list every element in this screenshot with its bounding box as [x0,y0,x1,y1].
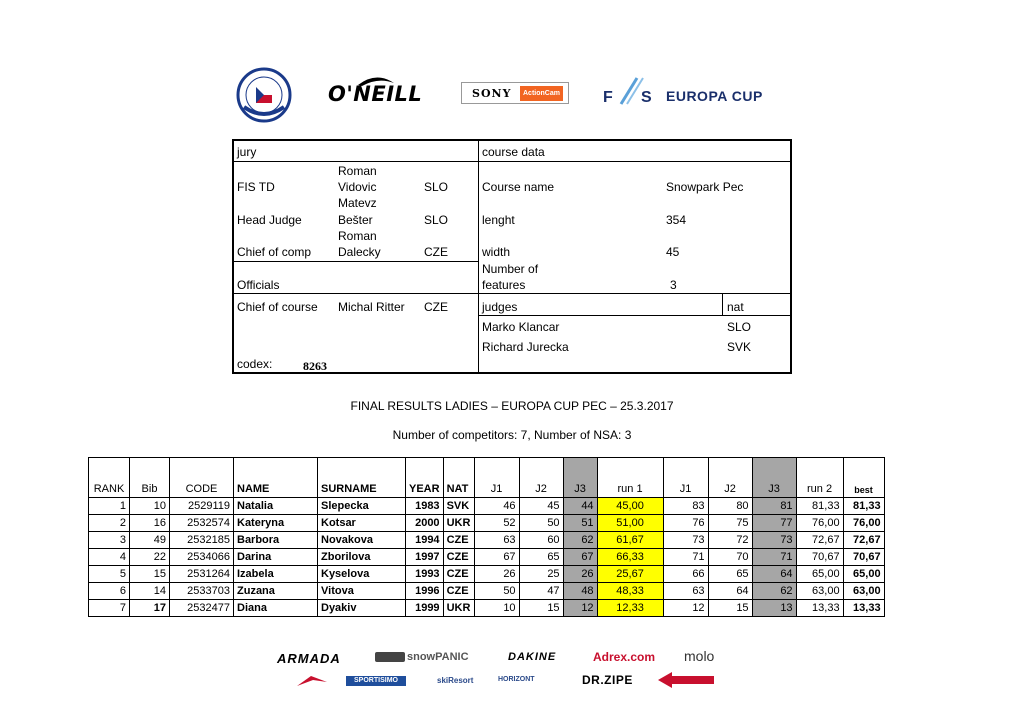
judge2-nat: SVK [727,340,752,354]
cell-name: Zuzana [234,583,318,600]
cell-run1-score: 12,33 [597,600,663,617]
competitors-summary: Number of competitors: 7, Number of NSA: 3 [392,428,632,442]
chief-course-label: Chief of course [237,300,318,314]
cell-best: 63,00 [843,583,884,600]
snowpanic-logo: snowPANIC [407,651,469,663]
table-header-row [89,458,885,498]
cell-run1-j2: 47 [519,583,563,600]
cell-nat: SVK [443,498,474,515]
cell-run1-score: 45,00 [597,498,663,515]
horizont-logo: HORIZONT [498,676,535,683]
length-label: lenght [482,213,515,227]
cell-code: 2534066 [170,549,234,566]
cell-rank: 3 [89,532,130,549]
cell-rank: 4 [89,549,130,566]
cell-nat: CZE [443,583,474,600]
features-label-line2: features [482,278,526,292]
cell-code: 2532477 [170,600,234,617]
header-code: CODE [170,458,234,498]
cell-run1-score: 48,33 [597,583,663,600]
results-table [88,457,885,617]
cell-year: 1993 [406,566,444,583]
cell-run2-j1: 76 [663,515,708,532]
cell-run2-j3: 71 [752,549,796,566]
cell-bib: 49 [130,532,170,549]
cell-run1-j3: 51 [563,515,597,532]
drzipe-logo: DR.ZIPE [582,673,633,687]
cell-name: Darina [234,549,318,566]
cell-run1-score: 25,67 [597,566,663,583]
chief-course-name: Michal Ritter [338,300,405,314]
fis-td-label: FIS TD [237,180,275,194]
cell-run2-score: 65,00 [796,566,843,583]
table-row [89,600,885,617]
width-value: 45 [666,245,680,259]
cell-year: 1999 [406,600,444,617]
cell-nat: UKR [443,515,474,532]
sony-text: SONY [472,86,512,100]
cell-run2-j2: 64 [708,583,752,600]
cell-surname: Zborilova [318,549,406,566]
fis-td-last-name: Vidovic [338,180,377,194]
red-arrow-sponsor-icon [658,672,714,688]
judges-label: judges [482,300,518,314]
cell-code: 2532574 [170,515,234,532]
cell-nat: UKR [443,600,474,617]
cell-code: 2533703 [170,583,234,600]
skiresort-logo: skiResort [437,676,474,685]
cell-run1-j3: 62 [563,532,597,549]
officials-label: Officials [237,278,280,292]
fis-logo [603,76,657,106]
cell-best: 72,67 [843,532,884,549]
cell-bib: 15 [130,566,170,583]
cell-run2-j3: 73 [752,532,796,549]
judge1-name: Marko Klancar [482,320,560,334]
header-nat: NAT [443,458,474,498]
molo-logo: molo [684,648,715,664]
cell-run1-j1: 26 [474,566,519,583]
cell-rank: 1 [89,498,130,515]
cell-run2-score: 70,67 [796,549,843,566]
cell-name: Kateryna [234,515,318,532]
cell-run1-j1: 63 [474,532,519,549]
cell-run1-j3: 44 [563,498,597,515]
header-run1-j1: J1 [474,458,519,498]
header-name: NAME [234,458,318,498]
head-judge-first-name: Matevz [338,196,377,210]
svg-text:S: S [641,89,652,106]
cell-run2-j2: 75 [708,515,752,532]
table-row [89,515,885,532]
cell-run2-j3: 64 [752,566,796,583]
cell-run2-j3: 81 [752,498,796,515]
chief-comp-nat: CZE [424,245,448,259]
header-bib: Bib [130,458,170,498]
svg-text:F: F [603,89,613,106]
jury-label: jury [237,145,257,159]
cell-run2-j3: 77 [752,515,796,532]
cell-name: Barbora [234,532,318,549]
judge2-name: Richard Jurecka [482,340,569,354]
cell-bib: 22 [130,549,170,566]
cell-run2-j1: 83 [663,498,708,515]
cell-name: Natalia [234,498,318,515]
cell-run2-j1: 12 [663,600,708,617]
header-run2-j2: J2 [708,458,752,498]
cell-code: 2529119 [170,498,234,515]
table-row [89,566,885,583]
header-rank: RANK [89,458,130,498]
cell-run1-j2: 65 [519,549,563,566]
jury-course-data-box [232,139,792,374]
chief-comp-label: Chief of comp [237,245,312,259]
cell-surname: Kyselova [318,566,406,583]
cell-run1-score: 61,67 [597,532,663,549]
head-judge-nat: SLO [424,213,449,227]
table-row [89,532,885,549]
results-title: FINAL RESULTS LADIES – EUROPA CUP PEC – 25.3.2017 [350,399,674,413]
judge1-nat: SLO [727,320,752,334]
table-row [89,498,885,515]
course-data-label: course data [482,145,545,159]
cell-nat: CZE [443,549,474,566]
cell-run2-j2: 70 [708,549,752,566]
cell-run1-j1: 52 [474,515,519,532]
cell-run2-j1: 71 [663,549,708,566]
cell-year: 1983 [406,498,444,515]
cell-run1-j2: 50 [519,515,563,532]
cell-rank: 7 [89,600,130,617]
cell-run1-score: 51,00 [597,515,663,532]
cell-run1-j1: 50 [474,583,519,600]
dakine-logo: DAKINE [508,651,557,663]
course-name-label: Course name [482,180,555,194]
actioncam-text: ActionCam [520,86,563,101]
cell-surname: Kotsar [318,515,406,532]
cell-best: 81,33 [843,498,884,515]
cell-run2-j3: 13 [752,600,796,617]
cell-run2-j2: 80 [708,498,752,515]
cell-run1-j2: 45 [519,498,563,515]
cell-year: 1994 [406,532,444,549]
codex-label: codex: [237,357,273,371]
cell-rank: 2 [89,515,130,532]
cell-run2-j2: 15 [708,600,752,617]
cell-bib: 17 [130,600,170,617]
header-surname: SURNAME [318,458,406,498]
cell-run2-j1: 73 [663,532,708,549]
width-label: width [482,245,511,259]
cell-name: Izabela [234,566,318,583]
cell-run2-score: 72,67 [796,532,843,549]
cell-surname: Slepecka [318,498,406,515]
cell-run2-j1: 63 [663,583,708,600]
cell-run1-j3: 26 [563,566,597,583]
europa-cup-logo: EUROPA CUP [666,88,763,104]
chief-comp-first-name: Roman [338,229,377,243]
cell-surname: Dyakiv [318,600,406,617]
cell-code: 2531264 [170,566,234,583]
fis-td-first-name: Roman [338,164,377,178]
cell-best: 13,33 [843,600,884,617]
header-run1-j3: J3 [563,458,597,498]
nat-label: nat [727,300,744,314]
cell-year: 1997 [406,549,444,566]
cell-run1-j3: 48 [563,583,597,600]
snowpanic-icon [375,652,405,662]
cell-run2-score: 63,00 [796,583,843,600]
header-run2-j3: J3 [752,458,796,498]
cell-run2-j2: 65 [708,566,752,583]
features-label-line1: Number of [482,262,539,276]
cell-best: 65,00 [843,566,884,583]
cell-year: 2000 [406,515,444,532]
cell-run2-score: 81,33 [796,498,843,515]
cell-nat: CZE [443,566,474,583]
head-judge-last-name: Bešter [338,213,373,227]
cell-bib: 16 [130,515,170,532]
table-row [89,583,885,600]
header-best: best [843,458,884,498]
oneill-logo: O'NEILL [328,82,423,106]
cell-run2-j3: 62 [752,583,796,600]
length-value: 354 [666,213,687,227]
cell-best: 70,67 [843,549,884,566]
cell-surname: Novakova [318,532,406,549]
cell-best: 76,00 [843,515,884,532]
fis-td-nat: SLO [424,180,449,194]
cell-run1-j1: 10 [474,600,519,617]
cell-run2-j1: 66 [663,566,708,583]
cell-run1-j2: 15 [519,600,563,617]
chief-comp-last-name: Dalecky [338,245,381,259]
cell-surname: Vitova [318,583,406,600]
cell-run1-j1: 67 [474,549,519,566]
header-year: YEAR [406,458,444,498]
cell-run1-j2: 60 [519,532,563,549]
cell-name: Diana [234,600,318,617]
sony-actioncam-logo [461,82,569,104]
header-run2-j1: J1 [663,458,708,498]
cell-bib: 10 [130,498,170,515]
features-value: 3 [670,278,677,292]
header-run1-score: run 1 [597,458,663,498]
cell-run2-j2: 72 [708,532,752,549]
header-run2-score: run 2 [796,458,843,498]
table-row [89,549,885,566]
cell-year: 1996 [406,583,444,600]
cell-run1-j1: 46 [474,498,519,515]
chief-course-nat: CZE [424,300,448,314]
cell-run2-score: 13,33 [796,600,843,617]
cell-run1-score: 66,33 [597,549,663,566]
cell-code: 2532185 [170,532,234,549]
cell-nat: CZE [443,532,474,549]
cell-rank: 6 [89,583,130,600]
red-sponsor-icon [295,674,329,688]
adrex-logo: Adrex.com [593,650,656,664]
head-judge-label: Head Judge [237,213,302,227]
cell-rank: 5 [89,566,130,583]
course-name-value: Snowpark Pec [666,180,744,194]
header-run1-j2: J2 [519,458,563,498]
cell-run1-j3: 67 [563,549,597,566]
cell-run1-j2: 25 [519,566,563,583]
federation-emblem-logo [236,67,292,123]
codex-value: 8263 [303,359,327,373]
cell-run1-j3: 12 [563,600,597,617]
cell-bib: 14 [130,583,170,600]
cell-run2-score: 76,00 [796,515,843,532]
sportisimo-logo: SPORTISIMO [346,676,406,686]
armada-logo: ARMADA [277,651,341,666]
